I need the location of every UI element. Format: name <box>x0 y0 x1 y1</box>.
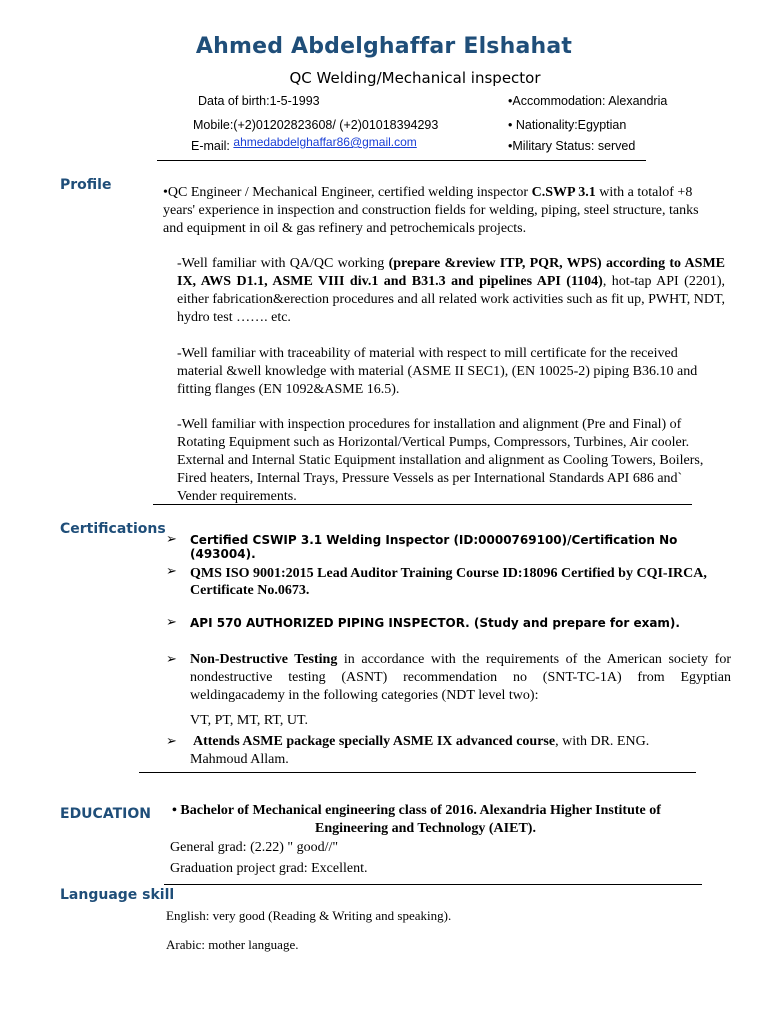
language-heading: Language skill <box>60 887 175 903</box>
profile-qaqc <box>177 255 725 327</box>
cert-ndt-methods: VT, PT, MT, RT, UT. <box>190 713 309 728</box>
email-label: E-mail: <box>191 139 230 153</box>
arrow-bullet-icon: ➢ <box>166 614 177 629</box>
cert-cswip: Certified CSWIP 3.1 Welding Inspector (ID:0000769100)/Certification No (493004). <box>190 533 678 561</box>
profile-cert-highlight: C.SWP 3.1 <box>531 185 596 200</box>
header-divider <box>157 160 646 161</box>
education-heading: EDUCATION <box>60 806 151 822</box>
nationality: • Nationality:Egyptian <box>508 118 627 132</box>
education-project-grade: Graduation project grad: Excellent. <box>170 861 368 876</box>
cert-ndt <box>190 651 731 705</box>
language-arabic: Arabic: mother language. <box>166 937 299 952</box>
education-divider <box>164 884 702 885</box>
cert-asme-text: , with DR. ENG. Mahmoud Allam. <box>190 734 650 767</box>
cert-ndt-text: in accordance with the requirements of the American society for nondestructive testing (ASNT) recommendation no (SNT-TC-1A) from Egyptian weldingacademy in the following categories (NDT level two): <box>190 652 732 703</box>
military-status: •Military Status: served <box>508 139 636 153</box>
cert-asme-package <box>190 733 710 769</box>
email-row <box>191 135 417 153</box>
profile-summary <box>163 184 713 238</box>
profile-rotating-equipment: -Well familiar with inspection procedures for installation and alignment (Pre and Final) of Rotating Equipment such as Horizontal/Vertical Pumps, Compressors, Turbines, Air cooler. External and Internal Static Equipment installation and alignment as Cooling Towers, Boilers, Fired heaters, Internal Trays, Pressure Vessels as per International Standards API 686 and` Vender requirements. <box>177 417 704 504</box>
certifications-divider <box>139 772 696 773</box>
education-grade: General grad: (2.22) " good//" <box>170 840 339 855</box>
profile-traceability: -Well familiar with traceability of material with respect to mill certificate for the received material &well knowledge with material (ASME II SEC1), (EN 10025-2) piping B36.10 and fitting flanges (EN 1092&ASME 16.5). <box>177 346 698 397</box>
profile-summary-text: •QC Engineer / Mechanical Engineer, certified welding inspector <box>163 185 532 200</box>
profile-qaqc-rest: , hot-tap API (2201), either fabrication&erection procedures and all related work activities such as fit up, PWHT, NDT, hydro test ……. etc. <box>177 274 725 325</box>
cert-asme-title: Attends ASME package specially ASME IX advanced course <box>193 734 556 749</box>
language-english: English: very good (Reading & Writing and speaking). <box>166 908 452 923</box>
profile-heading: Profile <box>60 177 112 193</box>
certifications-heading: Certifications <box>60 521 166 537</box>
education-institute: Engineering and Technology (AIET). <box>315 821 536 836</box>
date-of-birth: Data of birth:1-5-1993 <box>198 94 320 108</box>
cert-iso-lead-auditor: QMS ISO 9001:2015 Lead Auditor Training Course ID:18096 Certified by CQI-IRCA, Certificate No.0673. <box>190 566 707 598</box>
arrow-bullet-icon: ➢ <box>166 651 177 666</box>
job-title: QC Welding/Mechanical inspector <box>289 69 541 87</box>
arrow-bullet-icon: ➢ <box>166 563 177 578</box>
resume-name: Ahmed Abdelghaffar Elshahat <box>195 34 573 59</box>
arrow-bullet-icon: ➢ <box>166 531 177 546</box>
cert-ndt-title: Non-Destructive Testing <box>190 652 338 667</box>
accommodation: •Accommodation: Alexandria <box>508 94 668 108</box>
arrow-bullet-icon: ➢ <box>166 733 177 748</box>
profile-divider <box>153 504 692 505</box>
profile-qaqc-text: -Well familiar with QA/QC working <box>177 256 389 271</box>
profile-qaqc-standards: (prepare &review ITP, PQR, WPS) according to ASME IX, AWS D1.1, ASME VIII div.1 and B31.3 and pipelines API (1104) <box>177 256 725 289</box>
mobile-numbers: Mobile:(+2)01202823608/ (+2)01018394293 <box>193 118 439 132</box>
email-link[interactable]: ahmedabdelghaffar86@gmail.com <box>233 135 417 149</box>
education-degree: • Bachelor of Mechanical engineering class of 2016. Alexandria Higher Institute of <box>172 803 661 818</box>
profile-summary-rest: with a totalof +8 years' experience in inspection and construction fields for welding, piping, steel structure, tanks and equipment in oil & gas refinery and petrochemicals projects. <box>163 185 699 236</box>
cert-api-570: API 570 AUTHORIZED PIPING INSPECTOR. (Study and prepare for exam). <box>190 616 680 630</box>
